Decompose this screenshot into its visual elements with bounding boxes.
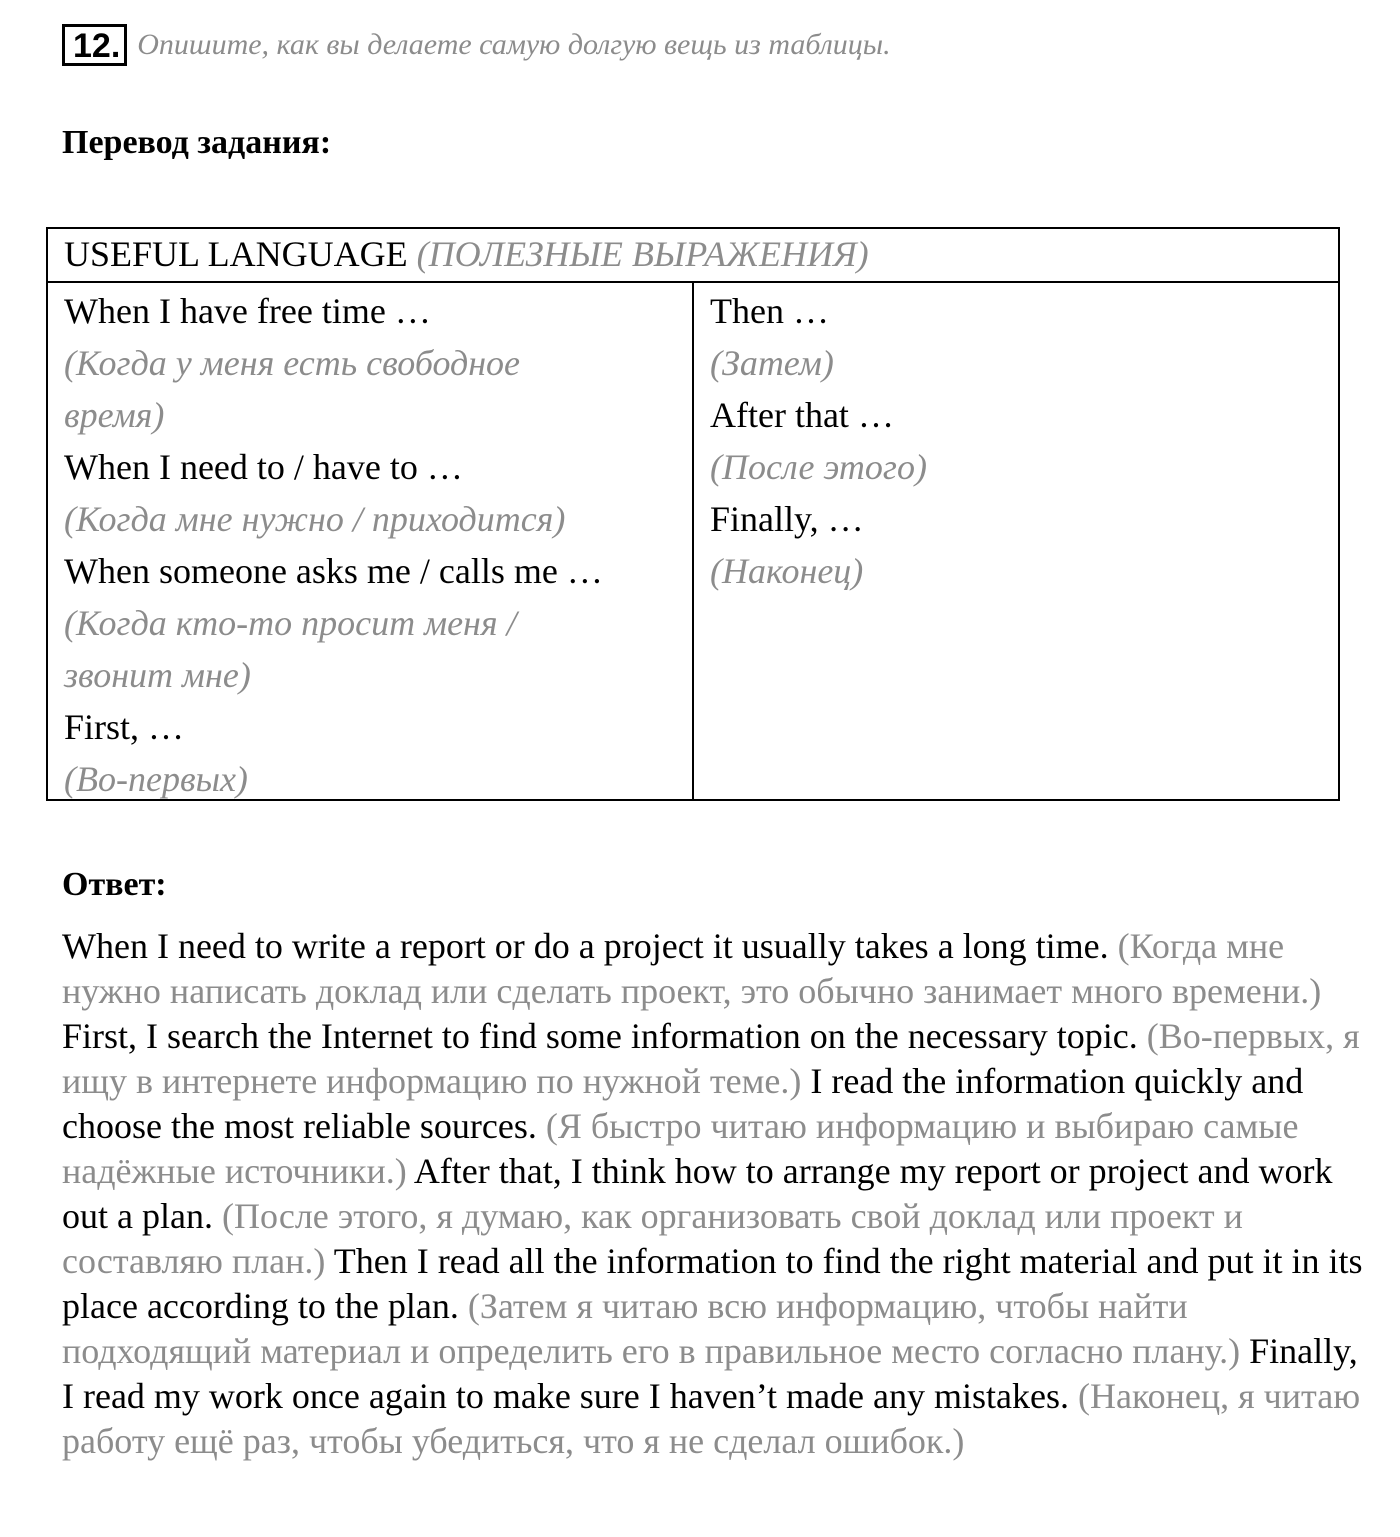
phrase-english: After that … (710, 395, 894, 435)
useful-language-table (46, 227, 1340, 801)
phrase-english: First, … (64, 707, 185, 747)
task-number: 12. (62, 24, 127, 66)
phrase-english: When I need to / have to … (64, 447, 463, 487)
answer-translation: (После этого, я думаю, как организовать свой доклад или проект и составляю план.) (62, 1196, 1243, 1281)
answer-title: Ответ: (62, 866, 167, 903)
answer-text (62, 924, 1372, 1464)
answer-sentence: When I need to write a report or do a project it usually takes a long time. (62, 926, 1109, 966)
task-header (62, 24, 891, 66)
phrase-translation: (Когда у меня есть свободное (64, 343, 521, 383)
phrase-translation: время) (64, 395, 165, 435)
table-body (48, 283, 1338, 799)
translation-title: Перевод задания: (62, 124, 332, 161)
phrase-translation: (Когда мне нужно / приходится) (64, 499, 566, 539)
answer-sentence: Then I read all the information to find the right material and put it in its place according to the plan. (62, 1241, 1363, 1326)
table-header-en: USEFUL LANGUAGE (64, 234, 408, 274)
answer-sentence: First, I search the Internet to find some information on the necessary topic. (62, 1016, 1138, 1056)
phrase-translation: (Затем) (710, 343, 834, 383)
answer-translation: (Я быстро читаю информацию и выбираю самые надёжные источники.) (62, 1106, 1299, 1191)
answer-translation: (Когда мне нужно написать доклад или сделать проект, это обычно занимает много времени.) (62, 926, 1322, 1011)
table-header (48, 229, 1338, 283)
phrase-english: Then … (710, 291, 829, 331)
answer-translation: (Во-первых, я ищу в интернете информацию по нужной теме.) (62, 1016, 1360, 1101)
answer-sentence: I read the information quickly and choose the most reliable sources. (62, 1061, 1304, 1146)
answer-sentence: Finally, I read my work once again to make sure I haven’t made any mistakes. (62, 1331, 1358, 1416)
phrase-english: When I have free time … (64, 291, 431, 331)
answer-translation: (Затем я читаю всю информацию, чтобы найти подходящий материал и определить его в правильное место согласно плану.) (62, 1286, 1241, 1371)
phrase-translation: звонит мне) (64, 655, 251, 695)
phrase-english: When someone asks me / calls me … (64, 551, 603, 591)
table-header-ru: (ПОЛЕЗНЫЕ ВЫРАЖЕНИЯ) (416, 234, 869, 274)
table-right-column (694, 283, 1338, 799)
table-left-column (48, 283, 694, 799)
answer-translation: (Наконец, я читаю работу ещё раз, чтобы убедиться, что я не сделал ошибок.) (62, 1376, 1361, 1461)
phrase-translation: (Во-первых) (64, 759, 248, 799)
phrase-translation: (После этого) (710, 447, 927, 487)
phrase-english: Finally, … (710, 499, 864, 539)
phrase-translation: (Наконец) (710, 551, 864, 591)
phrase-translation: (Когда кто-то просит меня / (64, 603, 517, 643)
task-instruction: Опишите, как вы делаете самую долгую вещь из таблицы. (137, 28, 891, 61)
answer-sentence: After that, I think how to arrange my report or project and work out a plan. (62, 1151, 1333, 1236)
